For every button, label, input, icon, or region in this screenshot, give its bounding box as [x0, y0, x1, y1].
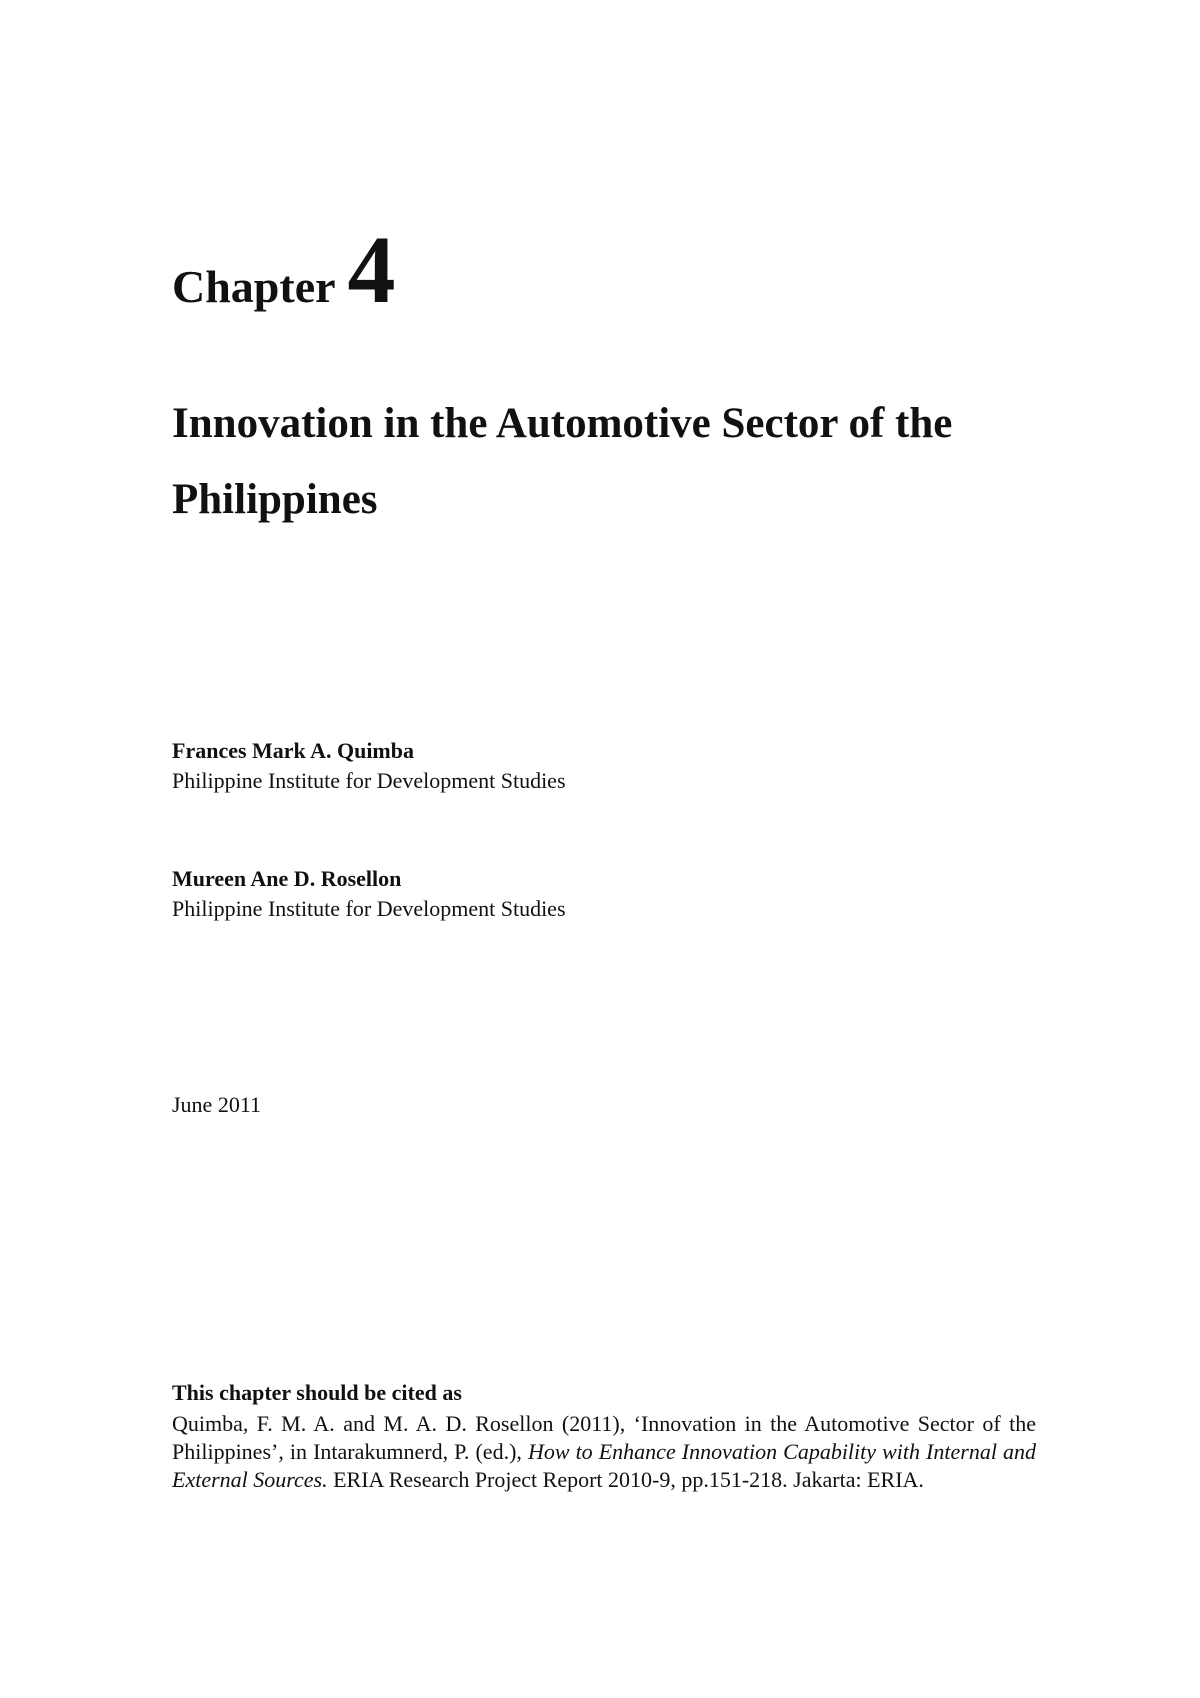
author-name: Frances Mark A. Quimba — [172, 738, 414, 763]
chapter-title — [172, 386, 1072, 538]
author-block-1 — [172, 736, 972, 796]
author-block-2 — [172, 864, 972, 924]
author-name: Mureen Ane D. Rosellon — [172, 866, 402, 891]
citation-heading: This chapter should be cited as — [172, 1380, 462, 1405]
publication-date: June 2011 — [172, 1092, 262, 1117]
citation-text-part-1: Quimba, F. M. A. and M. A. D. Rosellon (2011), ‘Innovation in the Automotive Sector of the Philippines’, in Intarakumnerd, P. (ed.), — [172, 1411, 1036, 1464]
citation-block — [172, 1378, 1036, 1494]
chapter-heading — [172, 216, 396, 323]
citation-text — [172, 1410, 1036, 1494]
citation-text-part-2: ERIA Research Project Report 2010-9, pp.151-218. Jakarta: ERIA. — [327, 1467, 924, 1492]
chapter-title-line-2: Philippines — [172, 476, 378, 523]
chapter-number: 4 — [347, 216, 396, 323]
author-affiliation: Philippine Institute for Development Studies — [172, 768, 566, 793]
citation-book-title: How to Enhance Innovation Capability with Internal and External Sources. — [172, 1439, 1036, 1492]
chapter-label: Chapter — [172, 261, 336, 312]
chapter-title-line-1: Innovation in the Automotive Sector of the — [172, 400, 953, 447]
author-affiliation: Philippine Institute for Development Studies — [172, 896, 566, 921]
